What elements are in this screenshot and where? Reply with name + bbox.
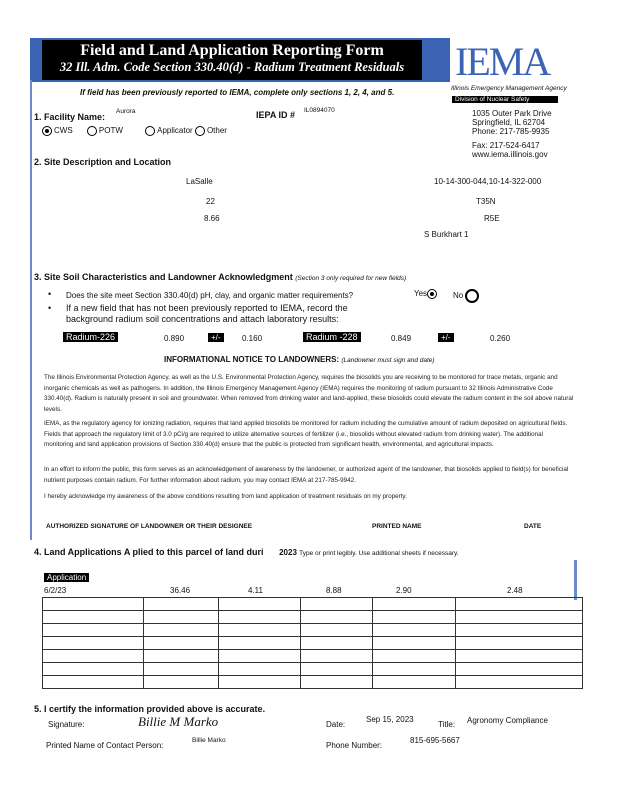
ra228-label: Radium -228 (303, 332, 361, 342)
table-cell[interactable] (373, 676, 456, 689)
app-cell[interactable]: 2.48 (507, 586, 523, 595)
contact-name[interactable]: Billie Marko (192, 737, 226, 744)
parcel[interactable]: 10-14-300-044,10-14-322-000 (434, 177, 542, 186)
table-cell[interactable] (43, 663, 144, 676)
table-cell[interactable] (301, 598, 373, 611)
table-cell[interactable] (144, 624, 219, 637)
notice-paragraph-3: In an effort to inform the public, this form serves as an acknowledgement of awareness by the landowner, or authorized agent of the landowner, that biosolids applied to field(s) for beneficial nutrient purposes contain radium. For further information about radium, you may contact IEMA at 217-785-9942. (44, 466, 569, 484)
table-cell[interactable] (43, 598, 144, 611)
table-cell[interactable] (43, 637, 144, 650)
radio-icon (195, 126, 205, 136)
section3-note: (Section 3 only required for new fields) (295, 275, 407, 282)
form-title-box (42, 40, 422, 80)
section4-label: 4. Land Applications A plied to this parcel of land duri (34, 547, 264, 557)
table-cell[interactable] (301, 676, 373, 689)
table-cell[interactable] (144, 676, 219, 689)
field-name[interactable]: S Burkhart 1 (424, 230, 469, 239)
table-cell[interactable] (301, 611, 373, 624)
year: 2023 (279, 548, 297, 557)
notice-paragraph-2: IEMA, as the regulatory agency for ionizing radiation, requires that land applied biosolids be monitored for radium including the cumulative amount of radium deposited on agricultural fields. Fields that approach the regulatory limit of 3.0 pCi/g are required to utilize alternative sources of fertilizer (i.e., biosolids without elevated radium from drinking water). The additional monitoring and land application provisions of Section 330.40(d) ensure that the public is protected from significant health, environmental, and agricultural impacts. (44, 420, 568, 448)
facility-type-options (42, 126, 227, 136)
date-value[interactable]: Sep 15, 2023 (366, 715, 414, 724)
table-cell[interactable] (456, 611, 583, 624)
table-cell[interactable] (219, 637, 301, 650)
instruction: If field has been previously reported to IEMA, complete only sections 1, 2, 4, and 5. (80, 88, 395, 97)
app-cell[interactable]: 36.46 (170, 586, 191, 595)
question-2b: background radium soil concentrations and attach laboratory results: (66, 314, 339, 324)
table-cell[interactable] (373, 611, 456, 624)
app-cell[interactable]: 8.88 (326, 586, 342, 595)
table-row (43, 676, 583, 689)
radio-icon (427, 289, 437, 299)
agency-name: Illinois Emergency Management Agency (451, 85, 567, 92)
radio-icon (42, 126, 52, 136)
table-cell[interactable] (301, 650, 373, 663)
applications-table (42, 597, 583, 689)
table-cell[interactable] (301, 663, 373, 676)
table-cell[interactable] (456, 598, 583, 611)
form-subtitle: 32 Ill. Adm. Code Section 330.40(d) - Radium Treatment Residuals (59, 60, 405, 74)
table-cell[interactable] (456, 676, 583, 689)
township[interactable]: T35N (476, 197, 496, 206)
title-value[interactable]: Agronomy Compliance (467, 716, 548, 725)
table-cell[interactable] (301, 637, 373, 650)
iepa-id[interactable]: IL0894070 (304, 107, 335, 114)
radio-other[interactable]: Other (195, 126, 227, 135)
phone-label: Phone Number: (326, 741, 383, 750)
signature-label: Signature: (48, 720, 85, 729)
iepa-label: IEPA ID # (256, 110, 296, 120)
agency-address2: Springfield, IL 62704 (472, 118, 546, 127)
signature[interactable]: Billie M Marko (138, 714, 219, 729)
section1-label: 1. Facility Name: (34, 112, 106, 122)
section4-heading (34, 547, 459, 557)
table-cell[interactable] (219, 650, 301, 663)
table-cell[interactable] (219, 611, 301, 624)
app-date[interactable]: 6/2/23 (44, 586, 67, 595)
notice-note: (Landowner must sign and date) (341, 357, 435, 364)
question-1: Does the site meet Section 330.40(d) pH, clay, and organic matter requirements? (66, 291, 354, 300)
table-cell[interactable] (456, 637, 583, 650)
application-header: Application (44, 573, 89, 582)
radio-icon (145, 126, 155, 136)
agency-fax: Fax: 217-524-6417 (472, 141, 540, 150)
question-2a: If a new field that has not been previously reported to IEMA, record the (66, 303, 348, 313)
table-cell[interactable] (456, 650, 583, 663)
radio-cws[interactable]: CWS (42, 126, 73, 135)
table-row (43, 650, 583, 663)
contact-label: Printed Name of Contact Person: (46, 741, 164, 750)
table-cell[interactable] (456, 624, 583, 637)
table-row (43, 663, 583, 676)
table-cell[interactable] (373, 624, 456, 637)
table-cell[interactable] (144, 663, 219, 676)
right-blue-bar (574, 560, 577, 600)
county[interactable]: LaSalle (186, 177, 213, 186)
notice-paragraph-1: The Illinois Environmental Protection Agency, as well as the U.S. Environmental Protection Agency, requires the biosolids you are receiving to be monitored for trace metals, organic and inorganic chemicals as well as pathogens. In addition, the Illinois Emergency Management Agency (IEMA) requires the monitoring of radium pursuant to 32 Illinois Administrative Code 330.40(d). Radium is naturally present in soil and groundwater. When removed from drinking water and land-applied, these biosolids could elevate the radium content in the soil above natural levels. (44, 374, 574, 413)
table-row (43, 637, 583, 650)
table-row (43, 611, 583, 624)
table-cell[interactable] (219, 598, 301, 611)
table-cell[interactable] (43, 650, 144, 663)
table-row (43, 624, 583, 637)
bullet-icon: • (48, 303, 52, 313)
table-cell[interactable] (144, 611, 219, 624)
yes-label: Yes (414, 289, 428, 299)
section5-label: 5. I certify the information provided above is accurate. (34, 704, 266, 714)
left-border (30, 80, 32, 540)
notice-paragraph-4: I hereby acknowledge my awareness of the above conditions resulting from land application of treatment residuals on my property. (44, 493, 407, 500)
table-cell[interactable] (144, 637, 219, 650)
table-cell[interactable] (219, 624, 301, 637)
date-label: Date: (326, 720, 346, 729)
no-label: No (453, 291, 464, 301)
table-cell[interactable] (144, 598, 219, 611)
no-option[interactable] (453, 289, 481, 303)
date-label: DATE (524, 523, 542, 530)
table-row (43, 598, 583, 611)
radio-icon (465, 289, 479, 303)
title-label: Title: (438, 720, 456, 729)
table-cell[interactable] (373, 598, 456, 611)
radio-potw[interactable]: POTW (87, 126, 123, 135)
form-title: Field and Land Application Reporting Form (80, 42, 384, 59)
section-number[interactable]: 22 (206, 197, 215, 206)
facility-name[interactable]: Aurora (116, 108, 136, 115)
iema-logo: IEMA (455, 39, 550, 84)
notice-heading (164, 355, 435, 364)
radio-icon (87, 126, 97, 136)
agency-address1: 1035 Outer Park Drive (472, 109, 552, 118)
ra226-value[interactable]: 0.890 (164, 334, 185, 343)
section2-label: 2. Site Description and Location (34, 157, 172, 167)
table-cell[interactable] (373, 637, 456, 650)
table-cell[interactable] (43, 611, 144, 624)
table-cell[interactable] (43, 676, 144, 689)
section3-heading (34, 272, 406, 282)
app-cell[interactable]: 2.90 (396, 586, 412, 595)
table-cell[interactable] (219, 676, 301, 689)
printed-name-label: PRINTED NAME (372, 523, 422, 530)
agency-division: Division of Nuclear Safety (452, 96, 558, 103)
radio-applicator[interactable]: Applicator (145, 126, 193, 135)
yes-option[interactable] (414, 289, 439, 299)
bullet-icon: • (48, 289, 52, 299)
phone-value[interactable]: 815-695-5667 (410, 736, 460, 745)
table-cell[interactable] (373, 663, 456, 676)
table-cell[interactable] (456, 663, 583, 676)
notice-title: INFORMATIONAL NOTICE TO LANDOWNERS: (164, 355, 340, 364)
section4-note: Type or print legibly. Use additional sheets if necessary. (299, 550, 459, 557)
app-cell[interactable]: 4.11 (248, 586, 263, 595)
ra228-error[interactable]: 0.260 (490, 334, 511, 343)
ra226-label: Radium-226 (63, 332, 118, 342)
table-cell[interactable] (219, 663, 301, 676)
section3-label: 3. Site Soil Characteristics and Landowner Acknowledgment (34, 272, 293, 282)
table-cell[interactable] (43, 624, 144, 637)
ra226-error[interactable]: 0.160 (242, 334, 263, 343)
pm-label: +/- (438, 333, 454, 342)
acres[interactable]: 8.66 (204, 214, 220, 223)
agency-web: www.iema.illinois.gov (472, 150, 548, 159)
pm-label: +/- (208, 333, 224, 342)
ra228-value[interactable]: 0.849 (391, 334, 412, 343)
landowner-signature-label: AUTHORIZED SIGNATURE OF LANDOWNER OR THEIR DESIGNEE (46, 523, 253, 530)
range[interactable]: R5E (484, 214, 500, 223)
table-cell[interactable] (301, 624, 373, 637)
agency-phone: Phone: 217-785-9935 (472, 127, 550, 136)
table-cell[interactable] (144, 650, 219, 663)
table-cell[interactable] (373, 650, 456, 663)
